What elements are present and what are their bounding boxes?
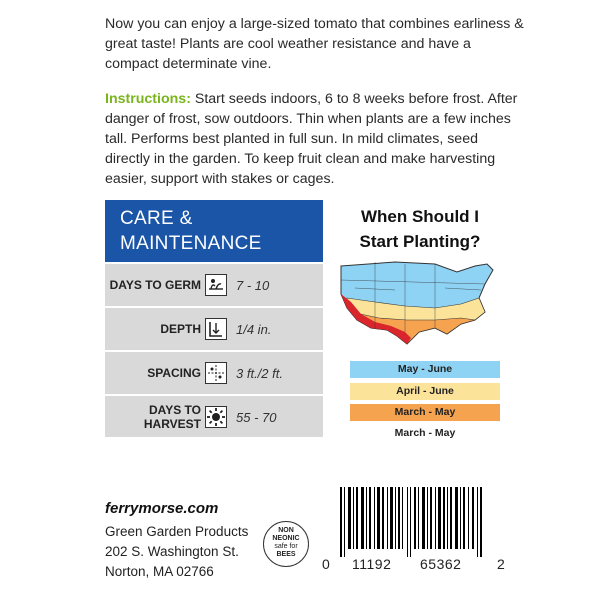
germination-icon xyxy=(205,274,227,296)
map-title-line1: When Should I xyxy=(360,207,480,226)
care-maintenance-panel xyxy=(105,200,323,437)
barcode-digits-group1: 11192 xyxy=(352,556,392,572)
upc-barcode xyxy=(330,487,492,557)
care-row-value: 3 ft./2 ft. xyxy=(236,365,283,381)
care-row-harvest xyxy=(105,394,323,439)
care-row-depth xyxy=(105,306,323,350)
spacing-icon xyxy=(205,362,227,384)
us-planting-zone-map xyxy=(335,258,497,348)
zone-legend-item: March - May xyxy=(350,425,500,442)
map-title-line2: Start Planting? xyxy=(359,232,481,251)
website-url[interactable]: ferrymorse.com xyxy=(105,500,219,517)
care-row-value: 1/4 in. xyxy=(236,321,272,337)
zone-legend-item: May - June xyxy=(350,361,500,378)
care-row-label: DEPTH xyxy=(160,322,201,336)
depth-icon xyxy=(205,318,227,340)
map-title xyxy=(330,204,510,254)
care-row-spacing xyxy=(105,350,323,394)
instructions-label: Instructions: xyxy=(105,91,191,107)
zone-legend-item: March - May xyxy=(350,404,500,421)
address-line2: Norton, MA 02766 xyxy=(105,564,214,579)
care-row-germination xyxy=(105,262,323,306)
product-description: Now you can enjoy a large-sized tomato that combines earliness & great taste! Plants are cool weather resistance and have a compact determinate vine. xyxy=(105,16,524,72)
company-name: Green Garden Products xyxy=(105,524,249,539)
care-title-line1: CARE & xyxy=(120,208,193,229)
barcode-digit-right: 2 xyxy=(497,556,506,572)
barcode-digits-group2: 65362 xyxy=(420,556,462,572)
sun-icon xyxy=(205,406,227,428)
care-row-label: DAYS TO GERM xyxy=(109,278,201,292)
care-row-label: SPACING xyxy=(147,366,201,380)
instructions-text: Start seeds indoors, 6 to 8 weeks before frost. After danger of frost, sow outdoors. Thin when plants are a few inches tall. Performs best planted in full sun. In mild climates, seed directly in the garden. To keep fruit clean and make harvesting easier, support with stakes or cages. xyxy=(105,91,518,187)
badge-line: NEONIC xyxy=(272,535,300,542)
badge-line: BEES xyxy=(276,551,296,558)
instructions xyxy=(105,89,525,189)
care-row-label: DAYS TO HARVEST xyxy=(143,403,201,431)
care-title-line2: MAINTENANCE xyxy=(120,233,262,254)
care-header xyxy=(105,200,323,262)
barcode-digit-left: 0 xyxy=(322,556,331,572)
zone-legend-item: April - June xyxy=(350,383,500,400)
non-neonic-badge xyxy=(263,521,309,567)
care-row-value: 55 - 70 xyxy=(236,409,277,425)
badge-line: NON xyxy=(278,527,294,534)
care-row-value: 7 - 10 xyxy=(236,277,270,293)
address-line1: 202 S. Washington St. xyxy=(105,544,239,559)
badge-line: safe for xyxy=(274,543,298,550)
company-address xyxy=(105,522,248,582)
